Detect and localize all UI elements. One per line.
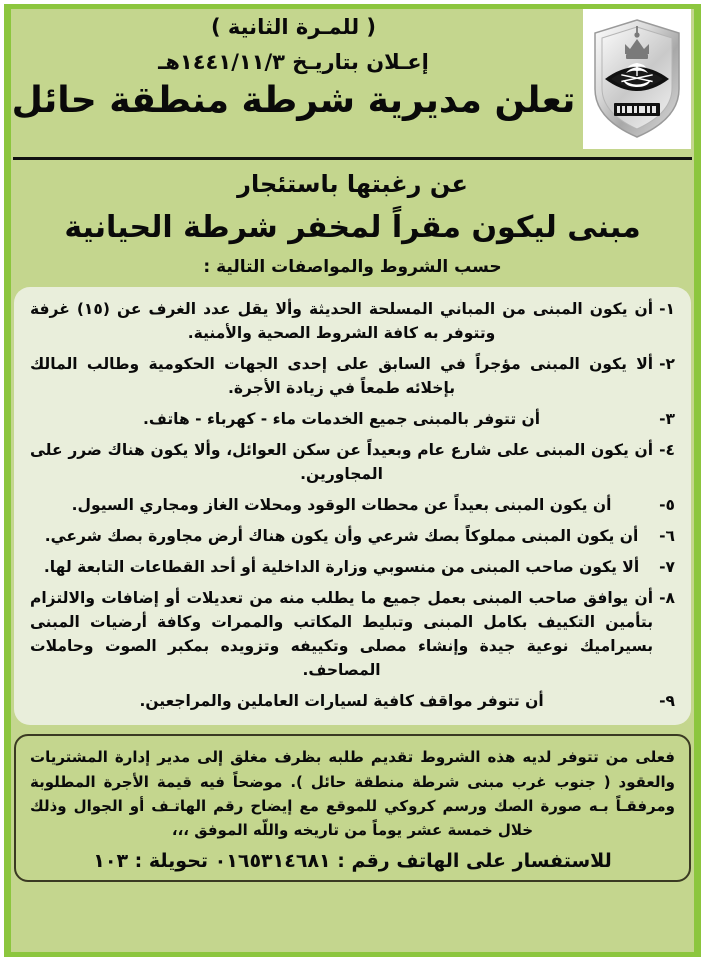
saudi-public-security-emblem-icon [589,17,685,141]
conditions-panel [14,287,691,725]
header [11,9,694,149]
condition-text: أن تتوفر بالمبنى جميع الخدمات ماء - كهرباء - هاتف. [143,410,541,429]
condition-number: ٧- [659,558,675,577]
contact-phone-line: للاستفسار على الهاتف رقم : ٠١٦٥٣١٤٦٨١ تحويلة : ١٠٣ [93,850,612,873]
footer-panel [14,734,691,882]
condition-text: أن يكون المبنى مملوكاً بصك شرعي وأن يكون هناك أرض مجاورة بصك شرعي. [44,527,639,546]
header-text [11,9,576,121]
intro-block [11,160,694,277]
header-issuer-title: تعلن مديرية شرطة منطقة حائل [11,80,576,121]
condition-item [30,555,675,579]
intro-subject: مبنى ليكون مقراً لمخفر شرطة الحيانية [64,210,641,245]
condition-item [30,493,675,517]
frame-bar-right [694,4,701,957]
condition-item [30,407,675,431]
condition-item [30,297,675,345]
emblem-caption-icon [614,103,660,116]
condition-number: ٤- [659,441,675,460]
emblem-container [583,9,691,149]
condition-item [30,524,675,548]
frame-bar-top [4,4,701,9]
condition-text: ألا يكون المبنى مؤجراً في السابق على إحدى الجهات الحكومية وطالب المالك بإخلائه طمعاً في زيادة الأجرة. [30,355,654,398]
header-second-time-note: ( للمـرة الثانية ) [210,15,377,39]
condition-item [30,352,675,400]
condition-text: أن يوافق صاحب المبنى بعمل جميع ما يطلب منه من تعديلات أو إضافات والالتزام بتأمين التكييف بكامل المبنى وتبليط المكاتب والممرات وكافة أرضيات المبنى بسيراميك نوعية جيدة وإنشاء مصلى وتكييفه وتزويده بمكبر الصوت وحاملات المصاحف. [30,589,654,680]
intro-terms-heading: حسب الشروط والمواصفات التالية : [203,257,502,277]
submission-instructions: فعلى من تتوفر لديه هذه الشروط تقديم طلبه بظرف مغلق إلى مدير إدارة المشتريات والعقود ( جنوب غرب مبنى شرطة منطقة حائل ). موضحاً فيه قيمة الأجرة المطلوبة ومرفقـاً بـه صورة الصك ورسم كروكي للموقع مع إيضاح رقم الهاتـف أو الجوال وذلك خلال خمسة عشر يوماً من تاريخه واللّه الموفق ،،، [30,748,675,840]
condition-number: ٨- [659,589,675,608]
condition-text: ألا يكون صاحب المبنى من منسوبي وزارة الداخلية أو أحد القطاعات التابعة لها. [43,558,640,577]
condition-number: ٢- [659,355,675,374]
page-content [11,9,694,952]
condition-text: أن تتوفر مواقف كافية لسيارات العاملين والمراجعين. [139,692,544,711]
condition-number: ٥- [659,496,675,515]
condition-number: ٦- [659,527,675,546]
condition-text: أن يكون المبنى على شارع عام وبعيداً عن سكن العوائل، وألا يكون هناك ضرر على المجاورين. [30,441,654,484]
condition-number: ٣- [659,410,675,429]
condition-item [30,586,675,682]
header-announcement-date: إعـلان بتاريـخ ١٤٤١/١١/٣هـ [158,50,429,74]
condition-text: أن يكون المبنى من المباني المسلحة الحديثة وألا يقل عدد الغرف عن (١٥) غرفة وتتوفر به كافة الشروط الصحية والأمنية. [30,300,654,343]
condition-item [30,438,675,486]
frame-bar-left [4,4,11,957]
condition-text: أن يكون المبنى بعيداً عن محطات الوقود ومحلات الغاز ومجاري السيول. [71,496,612,515]
intro-purpose: عن رغبتها باستئجار [237,170,468,198]
condition-number: ١- [659,300,675,318]
condition-number: ٩- [659,692,675,711]
condition-item [30,689,675,713]
frame-bar-bottom [4,952,701,957]
